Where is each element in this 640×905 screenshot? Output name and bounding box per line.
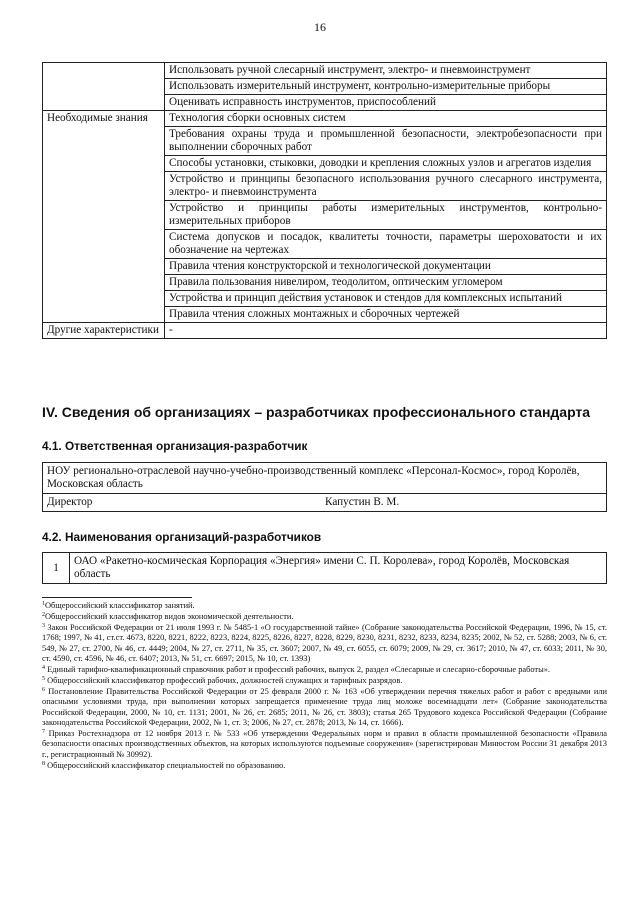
requirements-table [42, 62, 607, 339]
knowledge-item: Технология сборки основных систем [165, 111, 607, 127]
knowledge-item: Система допусков и посадок, квалитеты точности, параметры шероховатости и их обозначение на чертежах [165, 230, 607, 259]
skill-item: Оценивать исправность инструментов, приспособлений [165, 95, 607, 111]
footnote-mark: 3 [42, 622, 45, 629]
responsible-org-name: НОУ регионально-отраслевой научно-учебно-производственный комплекс «Персонал-Космос», город Королёв, Московская область [43, 463, 607, 494]
other-characteristics-value: - [165, 323, 607, 339]
footnote-text: Общероссийский классификатор специальностей по образованию. [45, 760, 286, 770]
skill-item: Использовать измерительный инструмент, контрольно-измерительные приборы [165, 79, 607, 95]
other-characteristics-label: Другие характеристики [43, 323, 165, 339]
footnote-text: Постановление Правительства Российской Федерации от 25 февраля 2000 г. № 163 «Об утверждении перечня тяжелых работ и работ с вредными или опасными условиями труда, при выполнении которых запрещается применение труда лиц моложе восемнадцати лет» (Собрание законодательства Российской Федерации, 2000, № 10, ст. 1131; 2001, № 26, ст. 2685; 2011, № 26, ст. 3803); статья 265 Трудового кодекса Российской Федерации (Собрание законодательства Российской Федерации, 2002, № 1, ст. 3; 2006, № 27, ст. 2878; 2013, № 14, ст. 1666). [42, 686, 607, 727]
developer-name: ОАО «Ракетно-космическая Корпорация «Энергия» имени С. П. Королева», город Королёв, Московская область [70, 553, 607, 584]
section-title: IV. Сведения об организациях – разработчиках профессионального стандарта [42, 404, 591, 420]
footnote [42, 676, 607, 686]
knowledge-item: Правила чтения конструкторской и технологической документации [165, 259, 607, 275]
footnote-mark: 8 [42, 760, 45, 767]
footnote-text: Общероссийский классификатор видов экономической деятельности. [45, 611, 294, 621]
footnote-text: Единый тарифно-квалификационный справочник работ и профессий рабочих, выпуск 2, раздел «Слесарные и слесарно-сборочные работы». [45, 664, 551, 674]
footnote [42, 601, 607, 611]
footnote [42, 761, 607, 771]
footnote-text: Общероссийский классификатор профессий рабочих, должностей служащих и тарифных разрядов. [45, 675, 403, 685]
empty-label-cell [43, 63, 165, 111]
footnote-text: Приказ Ростехнадзора от 12 ноября 2013 г. № 533 «Об утверждении Федеральных норм и правил в области промышленной безопасности «Правила безопасности опасных производственных объектов, на которых используются подъемные сооружения» (зарегистрирован Минюстом России 31 декабря 2013 г., регистрационный № 30992). [42, 728, 607, 759]
footnote-divider [42, 597, 192, 598]
developers-table [42, 552, 607, 584]
knowledge-item: Требования охраны труда и промышленной безопасности, электробезопасности при выполнении сборочных работ [165, 127, 607, 156]
footnote-mark: 7 [42, 728, 45, 735]
page-number: 16 [314, 20, 326, 34]
knowledge-label: Необходимые знания [43, 111, 165, 323]
subsection-title-responsible: 4.1. Ответственная организация-разработчик [42, 439, 308, 453]
knowledge-item: Устройство и принципы безопасного использования ручного слесарного инструмента, электро- и пневмоинструмента [165, 172, 607, 201]
table-row [43, 553, 607, 584]
skill-item: Использовать ручной слесарный инструмент, электро- и пневмоинструмент [165, 63, 607, 79]
developer-number: 1 [43, 553, 70, 584]
table-row [43, 111, 607, 127]
footnote-mark: 2 [42, 611, 45, 618]
footnote-mark: 5 [42, 675, 45, 682]
knowledge-item: Устройства и принцип действия установок и стендов для комплексных испытаний [165, 291, 607, 307]
knowledge-item: Устройство и принципы работы измерительных инструментов, контрольно-измерительных приборов [165, 201, 607, 230]
knowledge-item: Правила чтения сложных монтажных и сборочных чертежей [165, 307, 607, 323]
table-row [43, 463, 607, 494]
director-position: Директор [43, 494, 322, 512]
footnotes [42, 601, 607, 772]
responsible-org-table [42, 462, 607, 512]
director-name: Капустин В. М. [321, 494, 607, 512]
footnote [42, 665, 607, 675]
footnote [42, 729, 607, 760]
knowledge-item: Правила пользования нивелиром, теодолитом, оптическим угломером [165, 275, 607, 291]
table-row [43, 63, 607, 79]
table-row [43, 323, 607, 339]
footnote-mark: 1 [42, 601, 45, 607]
footnote-mark: 6 [42, 686, 45, 693]
footnote [42, 623, 607, 665]
footnote-text: Общероссийский классификатор занятий. [45, 601, 195, 610]
subsection-title-developers: 4.2. Наименования организаций-разработчиков [42, 530, 322, 544]
footnote-text: Закон Российской Федерации от 21 июля 1993 г. № 5485-1 «О государственной тайне» (Собрание законодательства Российской Федерации, 1996, № 15, ст. 1768; 1997, № 41, ст.ст. 4673, 8220, 8221, 8222, 8223, 8224, 8225, 8226, 8227, 8228, 8229, 8230, 8231, 8232, 8233, 8234, 8235; 2002, № 52, ст. 5288; 2003, № 6, ст. 549, № 27, ст. 2700, № 46, ст. 4449; 2004, № 27, ст. 2711, № 35, ст. 3607; 2007, № 49, ст. 6055, ст. 6079; 2009, № 29, ст. 3617; 2010, № 47, ст. 6033; 2011, № 30, ст. 4590, ст. 4596, № 46, ст. 6407; 2013, № 51, ст. 6697; 2015, № 10, ст. 1393) [42, 622, 607, 664]
footnote [42, 687, 607, 729]
knowledge-item: Способы установки, стыковки, доводки и крепления сложных узлов и агрегатов изделия [165, 156, 607, 172]
table-row [43, 494, 607, 512]
footnote [42, 612, 607, 622]
footnote-mark: 4 [42, 664, 45, 671]
